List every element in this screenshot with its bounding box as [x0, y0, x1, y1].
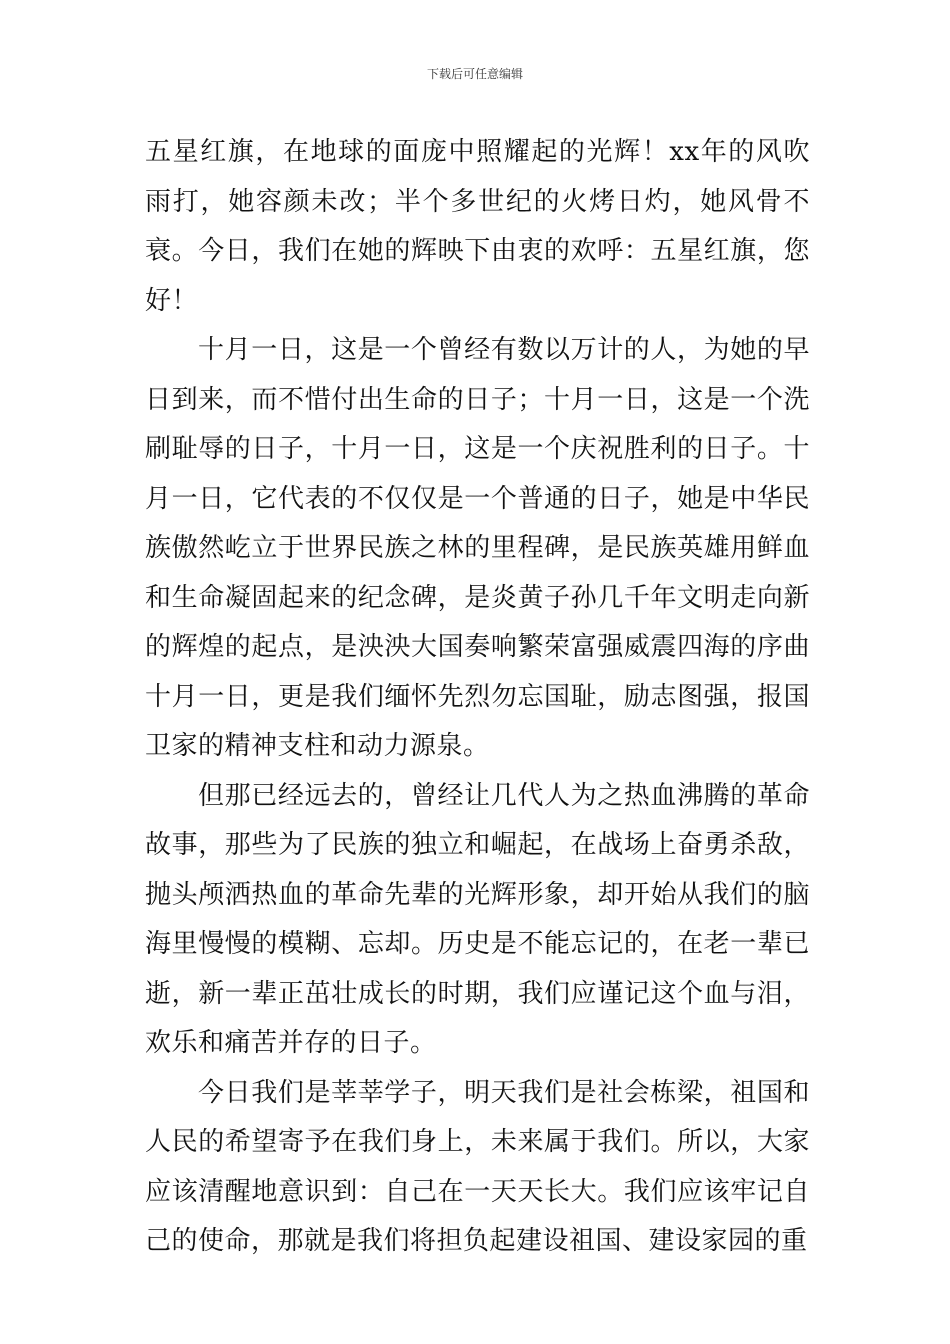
paragraph-4: 今日我们是莘莘学子，明天我们是社会栋梁，祖国和人民的希望寄予在我们身上，未来属于我们。所以，大家应该清醒地意识到：自己在一天天长大。我们应该牢记自己的使命，那就是我们将担负起建设祖国、建设家园的重: [145, 1077, 810, 1256]
paragraph-2: 十月一日，这是一个曾经有数以万计的人，为她的早日到来，而不惜付出生命的日子；十月一日，这是一个洗刷耻辱的日子，十月一日，这是一个庆祝胜利的日子。十月一日，它代表的不仅仅是一个普通的日子，她是中华民族傲然屹立于世界民族之林的里程碑，是民族英雄用鲜血和生命凝固起来的纪念碑，是炎黄子孙几千年文明走向新的辉煌的起点，是泱泱大国奏响繁荣富强威震四海的序曲十月一日，更是我们缅怀先烈勿忘国耻，励志图强，报国卫家的精神支柱和动力源泉。: [145, 335, 810, 761]
paragraph-3: 但那已经远去的，曾经让几代人为之热血沸腾的革命故事，那些为了民族的独立和崛起，在战场上奋勇杀敌，抛头颅洒热血的革命先辈的光辉形象，却开始从我们的脑海里慢慢的模糊、忘却。历史是不能忘记的，在老一辈已逝，新一辈正茁壮成长的时期，我们应谨记这个血与泪，欢乐和痛苦并存的日子。: [145, 780, 810, 1058]
document-body: [145, 128, 810, 1267]
page-header: 下载后可任意编辑: [426, 67, 523, 81]
paragraph-1: 五星红旗，在地球的面庞中照耀起的光辉！xx年的风吹雨打，她容颜未改；半个多世纪的火烤日灼，她风骨不衰。今日，我们在她的辉映下由衷的欢呼：五星红旗，您好！: [145, 137, 810, 316]
